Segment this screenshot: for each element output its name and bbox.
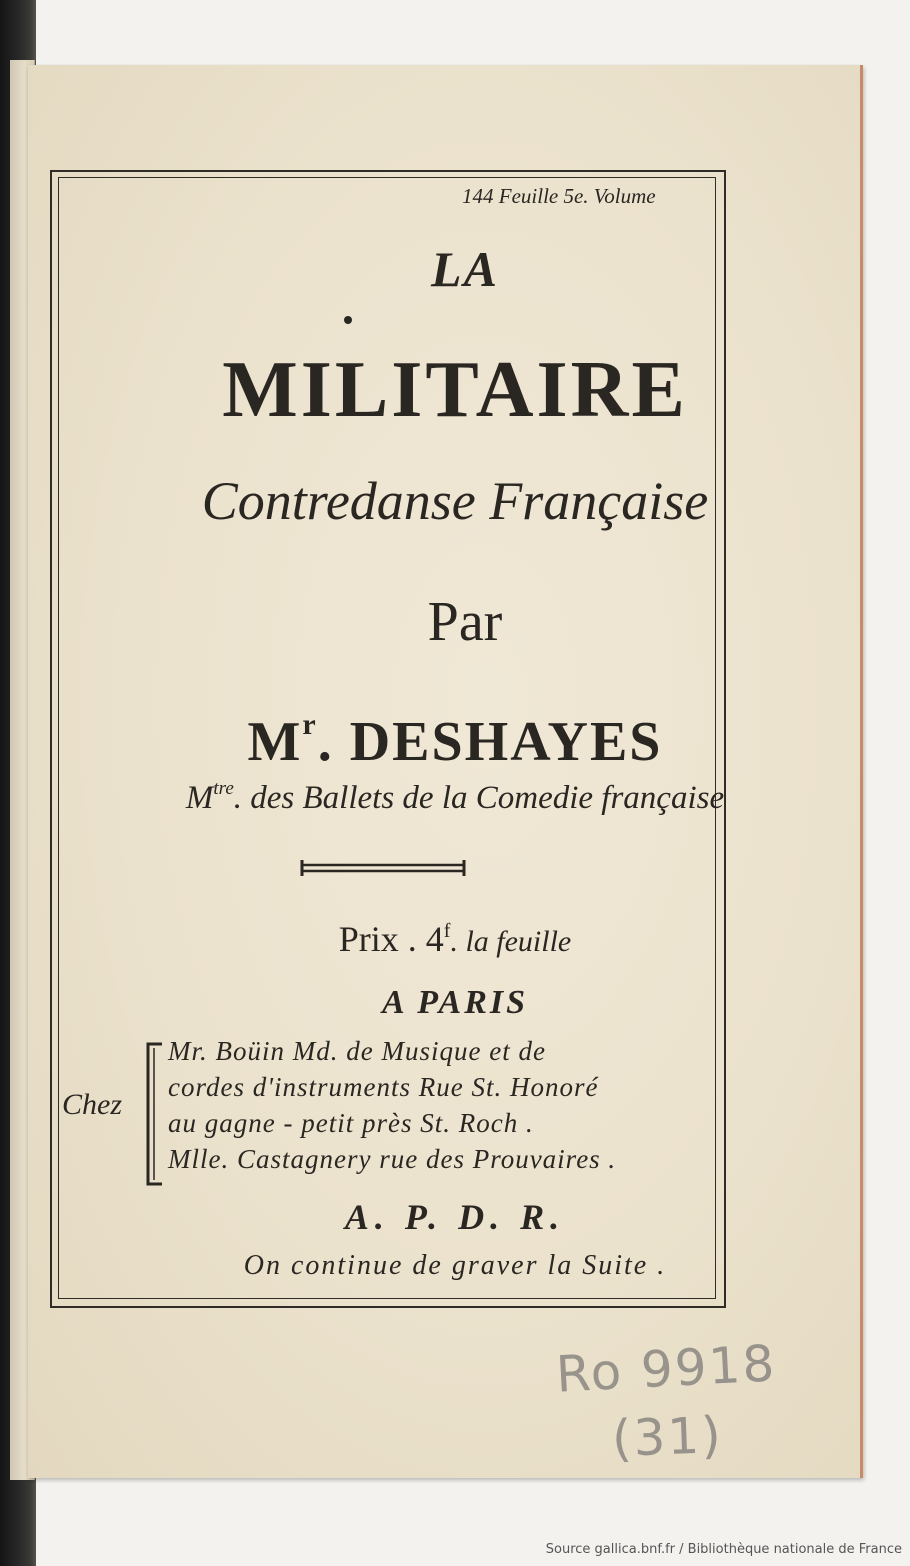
price-sup: f xyxy=(443,920,451,942)
double-rule-ornament xyxy=(300,858,466,878)
volume-note: 144 Feuille 5e. Volume xyxy=(462,184,656,208)
privilege: A. P. D. R. xyxy=(344,1197,566,1237)
author-prefix: M xyxy=(247,711,303,773)
title-by: Par xyxy=(427,591,503,653)
continuation-note: On continue de graver la Suite . xyxy=(243,1250,667,1281)
price xyxy=(0,918,910,960)
role-rest: . des Ballets de la Comedie française xyxy=(233,780,725,816)
price-rest: . la feuille xyxy=(450,925,572,958)
title-main: MILITAIRE xyxy=(222,346,688,434)
imprint-city: A PARIS xyxy=(381,984,529,1021)
role-prefix: M xyxy=(185,780,214,816)
brace-bracket xyxy=(140,1040,166,1188)
title-article: LA xyxy=(431,241,499,297)
title-subtitle: Contredanse Française xyxy=(201,471,709,531)
author-prefix-sup: r xyxy=(302,708,318,741)
imprint-line-3: au gagne - petit près St. Roch . xyxy=(168,1108,534,1138)
author-surname: . DESHAYES xyxy=(317,711,663,773)
price-label: Prix . 4 xyxy=(338,919,444,959)
shelfmark-line-1: Ro 9918 xyxy=(554,1334,778,1404)
imprint-line-1: Mr. Boüin Md. de Musique et de xyxy=(168,1036,546,1066)
role-sup: tre xyxy=(213,778,234,799)
imprint-line-2: cordes d'instruments Rue St. Honoré xyxy=(168,1072,599,1102)
author-name xyxy=(0,708,910,774)
imprint-line-4: Mlle. Castagnery rue des Prouvaires . xyxy=(168,1144,617,1174)
author-role xyxy=(0,778,910,817)
imprint-chez: Chez xyxy=(62,1088,122,1121)
ornament-dot xyxy=(344,316,352,324)
shelfmark-line-2: (31) xyxy=(611,1406,724,1468)
source-credit: Source gallica.bnf.fr / Bibliothèque nationale de France xyxy=(545,1542,902,1557)
